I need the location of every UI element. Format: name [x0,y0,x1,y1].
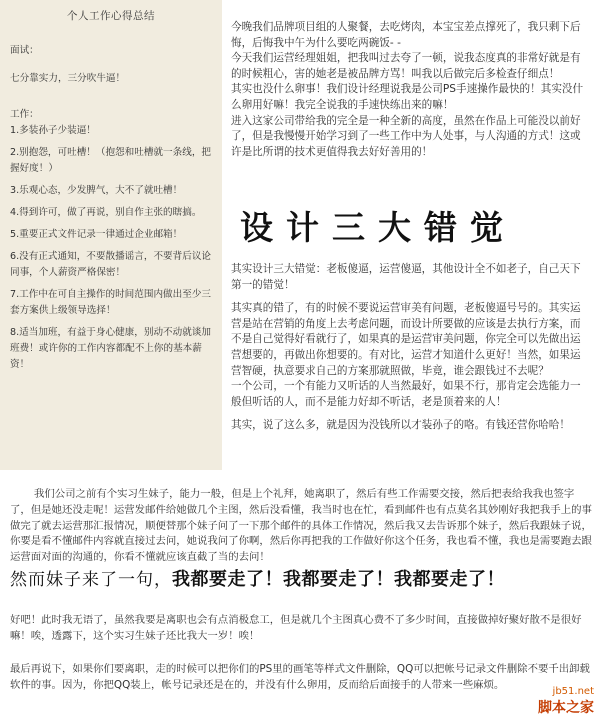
paragraph: 好吧！此时我无语了，虽然我要是离职也会有点消极怠工，但是就几个主图真心费不了多少时间，直接做掉好聚好散不是很好嘛！唉，透露下，这个实习生妹子还比我大一岁！唉！ [10,614,582,643]
site-watermark [538,686,594,717]
paragraph: 一个公司，一个有能力又听话的人当然最好，如果不行，那肯定会选能力一般但听话的人，而不是能力好却不听话，老是顶着来的人！ [231,380,581,408]
paragraph: 其实设计三大错觉：老板傻逼，运营傻逼，其他设计全不如老子，自己天下第一的错觉！ [231,263,581,291]
paragraph: 今晚我们品牌项目组的人聚餐，去吃烤肉，本宝宝差点撑死了，我只剩下后悔，后悔我中午为什么要吃两碗饭- - [231,21,581,49]
paragraph: 其实真的错了，有的时候不要说运营审美有问题，老板傻逼号号的。其实运营是站在营销的角度上去考虑问题，而设计所要做的应该是去执行方案，而不是自己觉得好看就行了，如果真的是运营审美问题，你完全可以先做出运营想要的，再做出你想要的。有对比，运营才知道什么更好！当然，如果运营智硬，执意要求自己的方案那就照做，毕竟，谁会跟钱过不去呢？ [231,302,581,377]
list-item: 4.得到许可，做了再说，别自作主张的瞎搞。 [10,207,202,218]
intern-quote-headline [10,565,595,591]
paragraph: 今天我们运营经理姐姐，把我叫过去夸了一顿，说我态度真的非常好就是有的时候粗心，害的她老是被品牌方骂！叫我以后做完后多检查仔细点！ [231,52,581,80]
list-item: 7.工作中在可自主操作的时间范围内做出至少三套方案供上级领导选择！ [10,289,212,316]
list-item: 1.多装孙子少装逼！ [10,125,96,136]
interview-text: 七分靠实力，三分吹牛逼！ [10,73,126,84]
interview-label: 面试： [10,45,39,56]
headline-main: 我都要走了！我都要走了！我都要走了！ [172,569,505,590]
list-item: 8.适当加班，有益于身心健康，别动不动就谈加班费！或许你的工作内容都配不上你的基本薪资！ [10,327,212,370]
watermark-url: jb51.net [552,686,594,697]
list-item: 6.没有正式通知，不要散播谣言，不要背后议论同事，个人薪资严格保密！ [10,251,212,278]
work-label: 工作： [10,109,39,120]
closing-paragraph [10,652,592,704]
list-item: 5.重要正式文件记录一律通过企业邮箱！ [10,229,183,240]
right-column-illusions [231,262,589,434]
list-item: 2.别抱怨，可吐槽！（抱怨和吐槽就一条线，把握好度！） [10,147,212,174]
paragraph: 进入这家公司带给我的完全是一种全新的高度，虽然在作品上可能没以前好了，但是我慢慢开始学习到了一些工作中为人处事，与人沟通的方式！这或许是比所谓的技术更值得我去好好善用的！ [231,114,581,158]
watermark-name: 脚本之家 [538,700,594,716]
reaction-paragraph [10,603,592,655]
paragraph: 其实也没什么卵事！我们设计经理说我是公司PS手速操作最快的！其实没什么卵用好嘛！我完全说我的手速快练出来的嘛！ [231,83,584,111]
notes-title: 个人工作心得总结 [67,10,155,22]
right-column-intro [231,20,589,160]
headline-lead: 然而妹子来了一句， [10,570,172,590]
work-notes-panel [0,0,222,470]
paragraph: 其实，说了这么多，就是因为没钱所以才装孙子的咯。有钱还营你哈哈！ [231,419,570,432]
paragraph: 最后再说下，如果你们要离职，走的时候可以把你们的PS里的画笔等样式文件删除，QQ可以把帐号记录文件删除不要千出卸载软件的事。因为，你把QQ装上，帐号记录还是在的，并没有什么卵用，反而给后面接手的人带来一些麻烦。 [10,663,590,692]
intern-story [10,487,592,566]
section-title: 设计三大错觉 [240,208,516,247]
paragraph: 我们公司之前有个实习生妹子，能力一般，但是上个礼拜，她离职了，然后有些工作需要交接，然后把表给我我也签字了，但是她还没走呢！运营发邮件给她做几个主图，然后没看懂，我当时也在忙，看到邮件也有点莫名其妙刚好我把我手上的事做完了就去运营那汇报情况，顺便替那个妹子问了一下那个邮件的具体工作情况，然后我又去告诉那个妹子，然后我跟妹子说，你要是看不懂邮件内容就直接过去问，她说我问了你啊，然后你再把我的工作做好你这个任务，我也看不懂，我也是需要跑去跟运营面对面的沟通的，你看不懂就应该直截了当的去问！ [10,488,592,564]
list-item: 3.乐观心态，少发脾气，大不了就吐槽！ [10,185,183,196]
